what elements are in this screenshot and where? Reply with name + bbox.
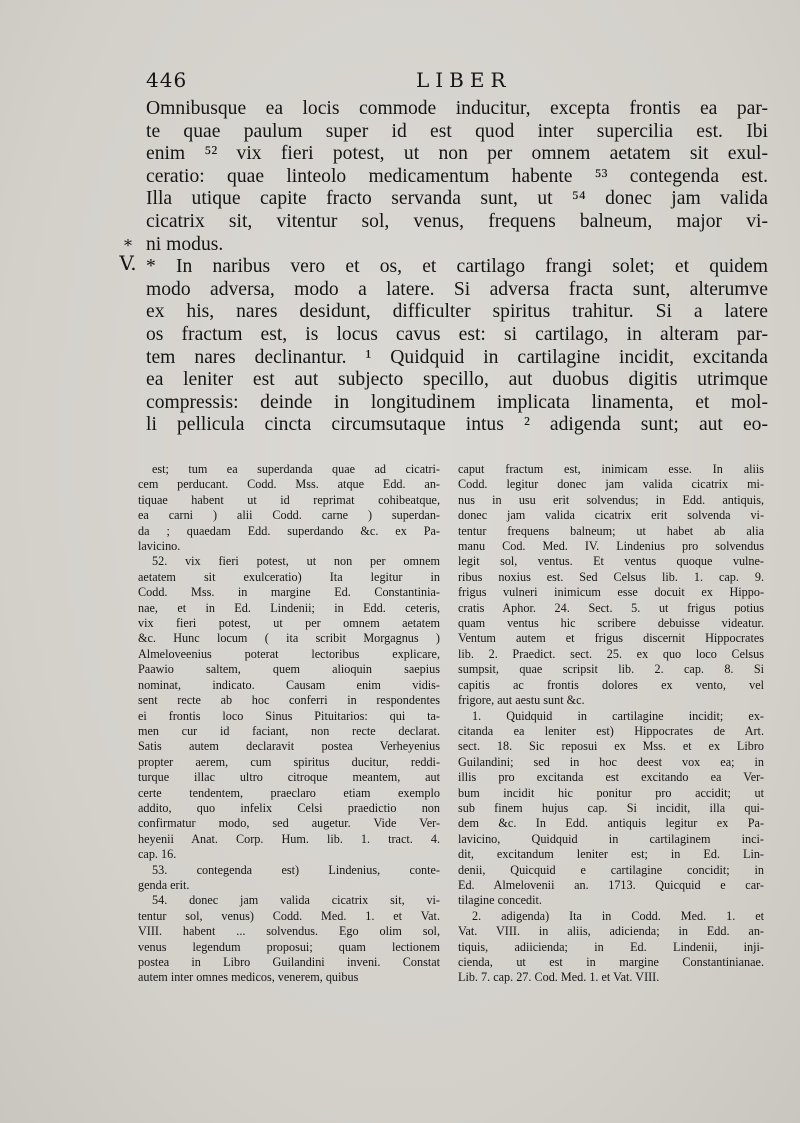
footnote-line: sect. 18. Sic reposui ex Mss. et ex Libro [458, 739, 764, 754]
main-text-line: enim ⁵² vix fieri potest, ut non per omnem aetatem sit exul- [146, 143, 768, 165]
footnote-line: &c. Hunc locum ( ita scribit Morgagnus ) [138, 631, 440, 646]
page-header [146, 64, 766, 94]
footnote-line: venus legendum proposui; quam lectionem [138, 939, 440, 954]
footnote-line: Ventum autem et frigus discernit Hippocrates [458, 631, 764, 646]
footnote-line: 1. Quidquid in cartilagine incidit; ex- [472, 708, 764, 723]
main-text-line: * In naribus vero et os, et cartilago frangi solet; et quidem [146, 256, 768, 278]
section-marker-star: * [124, 236, 132, 255]
footnote-line: lavicino. [138, 539, 181, 554]
footnote-line: frigus vulneri inimicum esse docuit ex Hippo- [458, 585, 764, 600]
main-text-line: ex his, nares desidunt, difficulter spiritus trahitur. Si a latere [146, 301, 768, 323]
footnote-line: addito, quo infelix Celsi praedictio non [138, 800, 440, 815]
main-text-block [146, 98, 768, 437]
footnote-line: tentur sol, venus) Codd. Med. 1. et Vat. [138, 908, 440, 923]
footnote-line: dem &c. In Edd. antiquis legitur ex Pa- [458, 816, 764, 831]
footnote-line: 53. contegenda est) Lindenius, conte- [152, 862, 440, 877]
main-text-line: ea leniter est aut subjecto specillo, aut duobus digitis utrimque [146, 369, 768, 391]
footnote-line: caput fractum est, inimicam esse. In aliis [458, 462, 764, 476]
main-text-line: ni modus. [146, 233, 224, 255]
footnote-line: Guilandini; sed in hoc deest vox ea; in [458, 754, 764, 769]
footnote-line: cem perducant. Codd. Mss. atque Edd. an- [138, 477, 440, 492]
footnote-line: VIII. habent ... solvendus. Ego olim sol, [138, 924, 440, 939]
footnote-line: nominat, indicato. Causam enim vidis- [138, 677, 440, 692]
main-text-line: ceratio: quae linteolo medicamentum habente ⁵³ contegenda est. [146, 165, 768, 187]
main-text-line: Omnibusque ea locis commode inducitur, excepta frontis ea par- [146, 98, 768, 119]
main-text-line: os fractum est, is locus cavus est: si cartilago, in alteram par- [146, 323, 768, 345]
footnote-line: confirmatur modo, sed augetur. Vide Ver- [138, 816, 440, 831]
footnote-line: Vat. VIII. in aliis, adicienda; in Edd. an- [458, 924, 764, 939]
footnote-line: genda erit. [138, 877, 190, 892]
running-head: LIBER [416, 68, 512, 92]
footnote-line: manu Cod. Med. IV. Lindenius pro solvendus [458, 539, 764, 554]
footnote-line: tilagine concedit. [458, 893, 542, 908]
footnote-line: heyenii Anat. Corp. Hum. lib. 1. tract. 4. [138, 831, 440, 846]
footnote-line: certe tendentem, praeclaro etiam exemplo [138, 785, 440, 800]
footnote-line: sent recte ab hoc conferri in respondentes [138, 693, 440, 708]
footnote-line: Ed. Almelovenii an. 1713. Quicquid e car- [458, 877, 764, 892]
footnote-line: Almeloveenius poterat lectoribus explicare, [138, 646, 440, 661]
footnote-line: Lib. 7. cap. 27. Cod. Med. 1. et Vat. VIII. [458, 970, 660, 985]
section-marker-numeral: V. [119, 251, 137, 275]
footnote-line: cap. 16. [138, 847, 177, 862]
footnote-line: cienda, ut est in margine Constantinianae. [458, 955, 764, 969]
footnote-line: propter aerem, cum spiritus ducitur, reddi- [138, 754, 440, 769]
footnote-line: ea carni ) alii Codd. carne ) superdan- [138, 508, 440, 523]
footnote-line: aetatem sit exulceratio) Ita legitur in [138, 569, 440, 584]
footnotes-right-column [458, 462, 764, 986]
footnote-line: est; tum ea superdanda quae ad cicatri- [152, 462, 440, 476]
footnote-line: quam ventus hic scribere debuisse videatur. [458, 616, 764, 631]
footnote-line: Paawio saltem, quem alioquin saepius [138, 662, 440, 677]
main-text-line: Illa utique capite fracto servanda sunt, ut ⁵⁴ donec jam valida [146, 188, 768, 210]
page-number: 446 [146, 68, 188, 92]
footnote-line: autem inter omnes medicos, venerem, quibus [138, 970, 359, 985]
footnote-line: frigore, aut aestu sunt &c. [458, 693, 585, 708]
main-text-line: te quae paulum super id est quod inter supercilia est. Ibi [146, 120, 768, 142]
footnote-line: capitis ac frontis dolores ex vento, vel [458, 677, 764, 692]
footnote-line: 54. donec jam valida cicatrix sit, vi- [152, 893, 440, 908]
footnote-line: nus in usu erit solvendus; in Edd. antiquis, [458, 492, 764, 507]
footnote-line: cratis Aphor. 24. Sect. 5. ut frigus potius [458, 600, 764, 615]
footnote-line: da ; quaedam Edd. superdando &c. ex Pa- [138, 523, 440, 538]
footnote-line: nae, et in Ed. Lindenii; in Edd. ceteris, [138, 600, 440, 615]
footnote-line: bum incidit hic ponitur pro accidit; ut [458, 785, 764, 800]
footnote-line: tiquae habent ut id reprimat cohibeatque, [138, 492, 440, 507]
footnote-line: sub finem hujus cap. Si incidit, illa qui- [458, 800, 764, 815]
footnote-line: men cur id faciant, non recte declarat. [138, 723, 440, 738]
footnote-line: Codd. Mss. in margine Ed. Constantinia- [138, 585, 440, 600]
footnote-line: ei frontis loco Sinus Pituitarios: qui ta- [138, 708, 440, 723]
footnote-line: legit sol, ventus. Et ventus quoque vulne- [458, 554, 764, 569]
footnote-line: donec jam valida cicatrix erit solvenda vi- [458, 508, 764, 523]
main-text-line: li pellicula cincta circumsutaque intus ² adigenda sunt; aut eo- [146, 414, 768, 436]
footnote-line: dit, excitandum leniter est; in Ed. Lin- [458, 847, 764, 862]
footnote-line: tiquis, adiicienda; in Ed. Lindenii, inji- [458, 939, 764, 954]
footnote-line: vix fieri potest, ut per omnem aetatem [138, 616, 440, 631]
footnote-line: tentur frequens balneum; ut habet ab alia [458, 523, 764, 538]
footnote-line: denii, Quicquid e cartilagine concidit; in [458, 862, 764, 877]
footnote-line: turque illac ultro citroque meantem, aut [138, 770, 440, 785]
footnote-line: ribus noxius est. Sed Celsus lib. 1. cap. 9. [458, 569, 764, 584]
main-text-line: tem nares declinantur. ¹ Quidquid in cartilagine incidit, excitanda [146, 346, 768, 368]
footnote-line: postea in Libro Guilandini inveni. Constat [138, 955, 440, 969]
footnote-line: Satis autem declaravit postea Verheyenius [138, 739, 440, 754]
footnote-line: citanda ea leniter est) Hippocrates de Art. [458, 723, 764, 738]
footnote-line: Codd. legitur donec jam valida cicatrix mi- [458, 477, 764, 492]
footnote-line: 52. vix fieri potest, ut non per omnem [152, 554, 440, 569]
main-text-line: modo adversa, modo a latere. Si adversa fracta sunt, alterumve [146, 278, 768, 300]
footnote-line: 2. adigenda) Ita in Codd. Med. 1. et [472, 908, 764, 923]
footnote-line: lib. 2. Praedict. sect. 25. ex quo loco Celsus [458, 646, 764, 661]
main-text-line: compressis: deinde in longitudinem implicata linamenta, et mol- [146, 391, 768, 413]
footnote-line: sumpsit, quae scripsit lib. 2. cap. 8. Si [458, 662, 764, 677]
footnote-line: lavicino, Quidquid in cartilaginem inci- [458, 831, 764, 846]
footnotes-left-column [138, 462, 440, 986]
footnote-line: illis pro excitanda est excitando ea Ver- [458, 770, 764, 785]
section-marker [112, 236, 144, 275]
main-text-line: cicatrix sit, vitentur sol, venus, frequens balneum, major vi- [146, 210, 768, 232]
